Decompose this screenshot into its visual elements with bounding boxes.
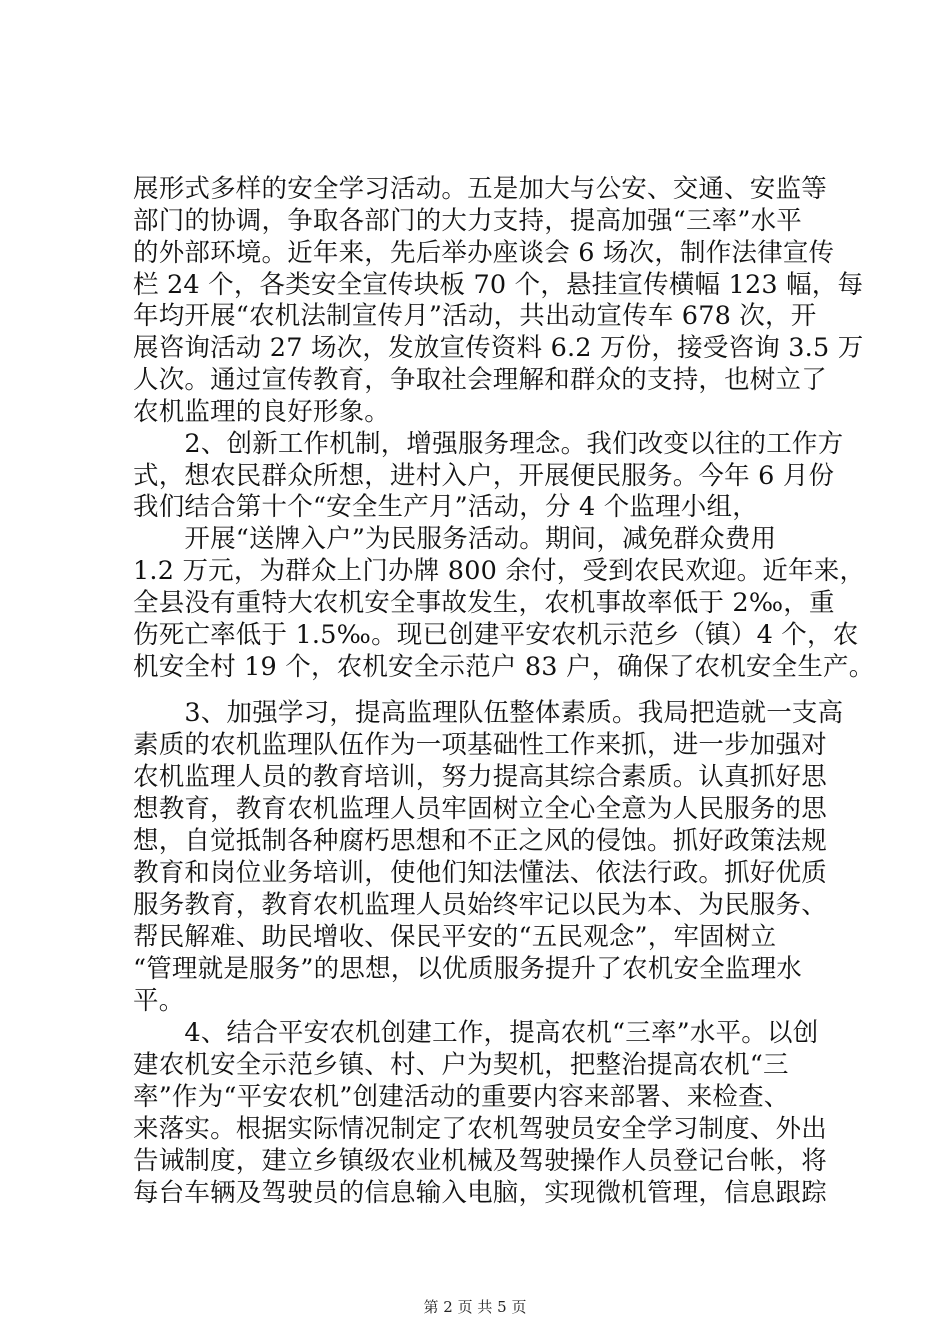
text-line: 帮民解难、助民增收、保民平安的“五民观念”，牢固树立 (133, 922, 777, 952)
page-number-footer: 第 2 页 共 5 页 (423, 1298, 527, 1316)
text-line: 建农机安全示范乡镇、村、户为契机，把整治提高农机“三 (133, 1050, 789, 1080)
text-line: 来落实。根据实际情况制定了农机驾驶员安全学习制度、外出 (133, 1114, 827, 1144)
text-line: 农机监理的良好形象。 (133, 397, 391, 427)
text-line: 开展“送牌入户”为民服务活动。期间，减免群众费用 (133, 524, 777, 554)
text-line: 告诫制度，建立乡镇级农业机械及驾驶操作人员登记台帐，将 (133, 1146, 827, 1176)
text-line: 展咨询活动 27 场次，发放宣传资料 6.2 万份，接受咨询 3.5 万 (133, 333, 864, 363)
text-line: 年均开展“农机法制宣传月”活动，共出动宣传车 678 次，开 (133, 301, 817, 331)
text-line: 人次。通过宣传教育，争取社会理解和群众的支持，也树立了 (133, 365, 827, 395)
text-line: 想，自觉抵制各种腐朽思想和不正之风的侵蚀。抓好政策法规 (133, 826, 827, 856)
text-line: 1.2 万元，为群众上门办牌 800 余付，受到农民欢迎。近年来， (133, 556, 866, 586)
text-line: 想教育，教育农机监理人员牢固树立全心全意为人民服务的思 (133, 794, 827, 824)
text-line: “管理就是服务”的思想，以优质服务提升了农机安全监理水 (133, 954, 802, 984)
text-line: 3、加强学习，提高监理队伍整体素质。我局把造就一支高 (133, 698, 844, 728)
text-line: 式，想农民群众所想，进村入户，开展便民服务。今年 6 月份 (133, 461, 835, 491)
text-line: 展形式多样的安全学习活动。五是加大与公安、交通、安监等 (133, 174, 827, 204)
text-line: 机安全村 19 个，农机安全示范户 83 户，确保了农机安全生产。 (133, 652, 875, 682)
text-line: 我们结合第十个“安全生产月”活动，分 4 个监理小组， (133, 492, 758, 522)
text-line: 每台车辆及驾驶员的信息输入电脑，实现微机管理，信息跟踪 (133, 1178, 827, 1208)
text-line: 服务教育，教育农机监理人员始终牢记以民为本、为民服务、 (133, 890, 827, 920)
text-line: 伤死亡率低于 1.5‰。现已创建平安农机示范乡（镇）4 个，农 (133, 620, 859, 650)
text-line: 全县没有重特大农机安全事故发生，农机事故率低于 2‰，重 (133, 588, 835, 618)
text-line: 平。 (133, 986, 185, 1016)
text-line: 4、结合平安农机创建工作，提高农机“三率”水平。以创 (133, 1018, 819, 1048)
text-line: 的外部环境。近年来，先后举办座谈会 6 场次，制作法律宣传 (133, 238, 835, 268)
text-line: 栏 24 个，各类安全宣传块板 70 个，悬挂宣传横幅 123 幅，每 (133, 270, 864, 300)
text-line: 率”作为“平安农机”创建活动的重要内容来部署、来检查、 (133, 1082, 790, 1112)
text-line: 2、创新工作机制，增强服务理念。我们改变以往的工作方 (133, 429, 844, 459)
text-line: 素质的农机监理队伍作为一项基础性工作来抓，进一步加强对 (133, 730, 827, 760)
text-line: 教育和岗位业务培训，使他们知法懂法、依法行政。抓好优质 (133, 858, 827, 888)
text-line: 部门的协调，争取各部门的大力支持，提高加强“三率”水平 (133, 206, 802, 236)
text-line: 农机监理人员的教育培训，努力提高其综合素质。认真抓好思 (133, 762, 827, 792)
